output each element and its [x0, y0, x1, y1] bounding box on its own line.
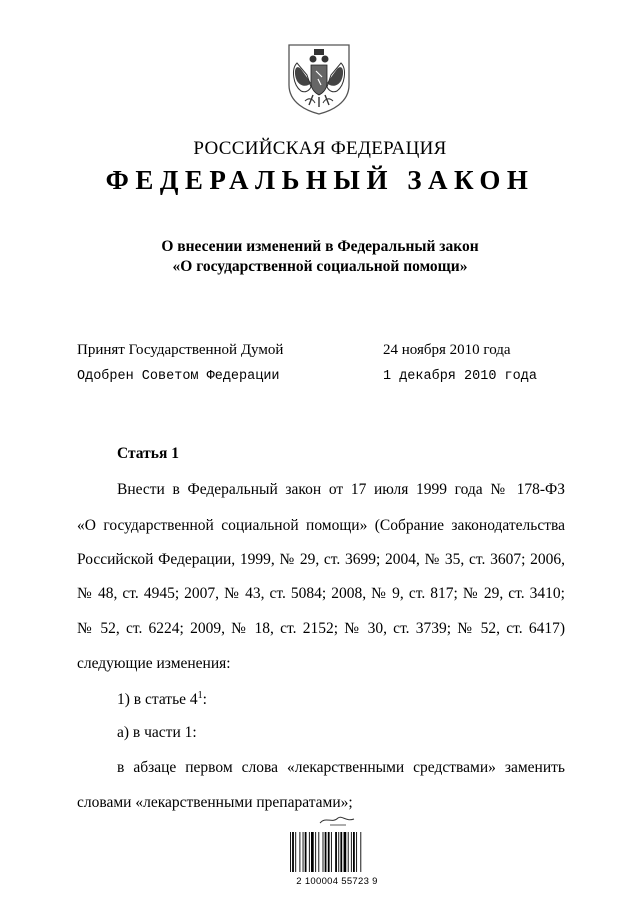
item-1-colon: : [202, 691, 207, 709]
barcode-block [288, 814, 386, 887]
paragraph-line: словами «лекарственными препаратами»; [77, 794, 353, 811]
approval-date: 1 декабря 2010 года [383, 369, 537, 384]
paragraph-line: Российской Федерации, 1999, № 29, ст. 3699; 2004, № 35, ст. 3607; 2006, [77, 551, 565, 568]
paragraph-line: «О государственной социальной помощи» (Собрание законодательства [77, 517, 565, 534]
article-title: Статья 1 [117, 445, 179, 462]
adopting-body: Принят Государственной Думой [77, 342, 284, 358]
paragraph-line: Внести в Федеральный закон от 17 июля 1999 года № 178-ФЗ [117, 481, 565, 498]
adoption-date: 24 ноября 2010 года [383, 342, 511, 358]
approving-body: Одобрен Советом Федерации [77, 369, 280, 384]
paragraph-line: в абзаце первом слова «лекарственными средствами» заменить [117, 759, 565, 776]
law-subject-line-2: «О государственной социальной помощи» [172, 258, 468, 275]
country-heading: РОССИЙСКАЯ ФЕДЕРАЦИЯ [193, 138, 447, 159]
law-subject-line-1: О внесении изменений в Федеральный закон [161, 238, 479, 255]
barcode-stamp-icon [316, 814, 358, 826]
item-1-heading [117, 690, 207, 709]
coat-of-arms-emblem [287, 43, 351, 116]
barcode-icon [288, 832, 386, 872]
document-type-title: ФЕДЕРАЛЬНЫЙ ЗАКОН [105, 165, 535, 195]
item-1-text: 1) в статье 4 [117, 691, 198, 709]
item-a-heading: а) в части 1: [117, 724, 197, 741]
paragraph-line: № 52, ст. 6224; 2009, № 18, ст. 2152; № 30, ст. 3739; № 52, ст. 6417) [77, 620, 565, 637]
law-subject [0, 237, 640, 277]
item-1-superscript: 1 [197, 690, 203, 701]
paragraph-line: № 48, ст. 4945; 2007, № 43, ст. 5084; 2008, № 9, ст. 817; № 29, ст. 3410; [77, 585, 565, 602]
paragraph-line: следующие изменения: [77, 655, 231, 672]
barcode-number: 2 100004 55723 9 [296, 876, 378, 887]
